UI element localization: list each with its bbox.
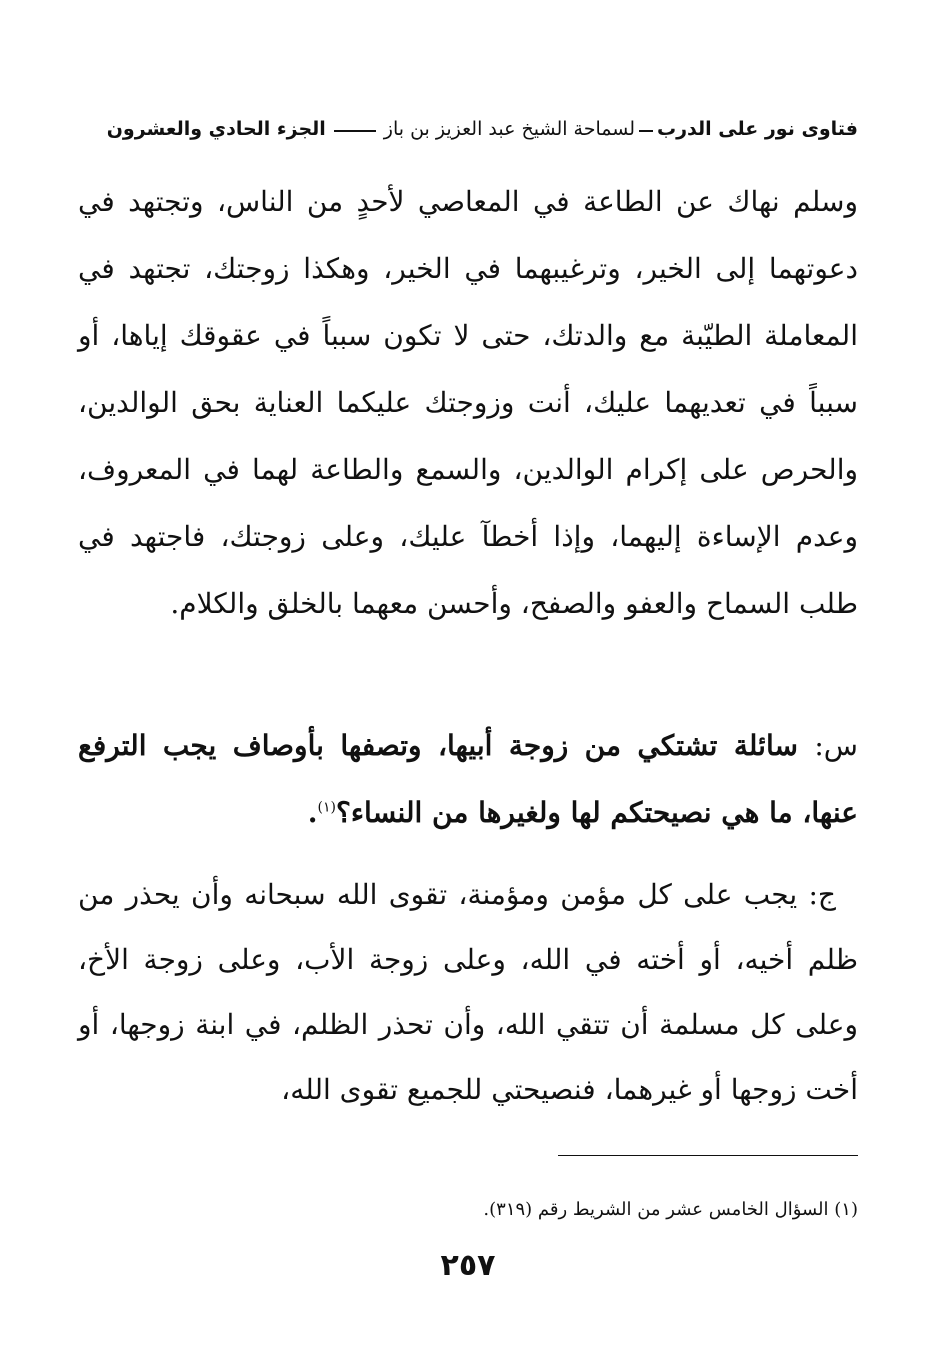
- question-paragraph: س: سائلة تشتكي من زوجة أبيها، وتصفها بأوصاف يجب الترفع عنها، ما هي نصيحتكم لها ولغيرها من النساء؟$^{(١)}$.: [78, 729, 858, 829]
- header-separator: [639, 130, 653, 132]
- answer-block: [78, 862, 858, 1122]
- answer-paragraph: ج: يجب على كل مؤمن ومؤمنة، تقوى الله سبحانه وأن يحذر من ظلم أخيه، أو أخته في الله، وعلى زوجة الأب، وعلى زوجة الأخ، وعلى كل مسلمة أن تتقي الله، وأن تحذر الظلم، في ابنة زوجها، أو أخت زوجها أو غيرهما، فنصيحتي للجميع تقوى الله،: [78, 878, 858, 1106]
- footnote-divider: [558, 1155, 858, 1156]
- footnote: (١) السؤال الخامس عشر من الشريط رقم (٣١٩).: [483, 1199, 858, 1220]
- volume-title: الجزء الحادي والعشرون: [106, 118, 326, 140]
- author-name: لسماحة الشيخ عبد العزيز بن باز: [383, 118, 635, 140]
- question-prefix: س:: [814, 729, 858, 762]
- footnote-reference[interactable]: (١): [317, 799, 337, 816]
- question-block: [78, 712, 858, 846]
- body-paragraph: وسلم نهاك عن الطاعة في المعاصي لأحدٍ من الناس، وتجتهد في دعوتهما إلى الخير، وترغيبهما في الخير، وهكذا زوجتك، تجتهد في المعاملة الطيّبة مع والدتك، حتى لا تكون سبباً في عقوقك إياها، أو سبباً في تعديهما عليك، أنت وزوجتك عليكما العناية بحق الوالدين، والحرص على إكرام الوالدين، والسمع والطاعة لهما في المعروف، وعدم الإساءة إليهما، وإذا أخطآ عليك، وعلى زوجتك، فاجتهد في طلب السماح والعفو والصفح، وأحسن معهما بالخلق والكلام.: [78, 185, 858, 620]
- page-number: ٢٥٧: [440, 1248, 496, 1283]
- header-separator-long: [334, 130, 376, 132]
- question-text: سائلة تشتكي من زوجة أبيها، وتصفها بأوصاف يجب الترفع عنها، ما هي نصيحتكم لها ولغيرها من النساء؟: [78, 729, 858, 829]
- book-title: فتاوى نور على الدرب: [657, 118, 858, 140]
- running-header: [78, 112, 858, 146]
- body-text: [78, 168, 858, 637]
